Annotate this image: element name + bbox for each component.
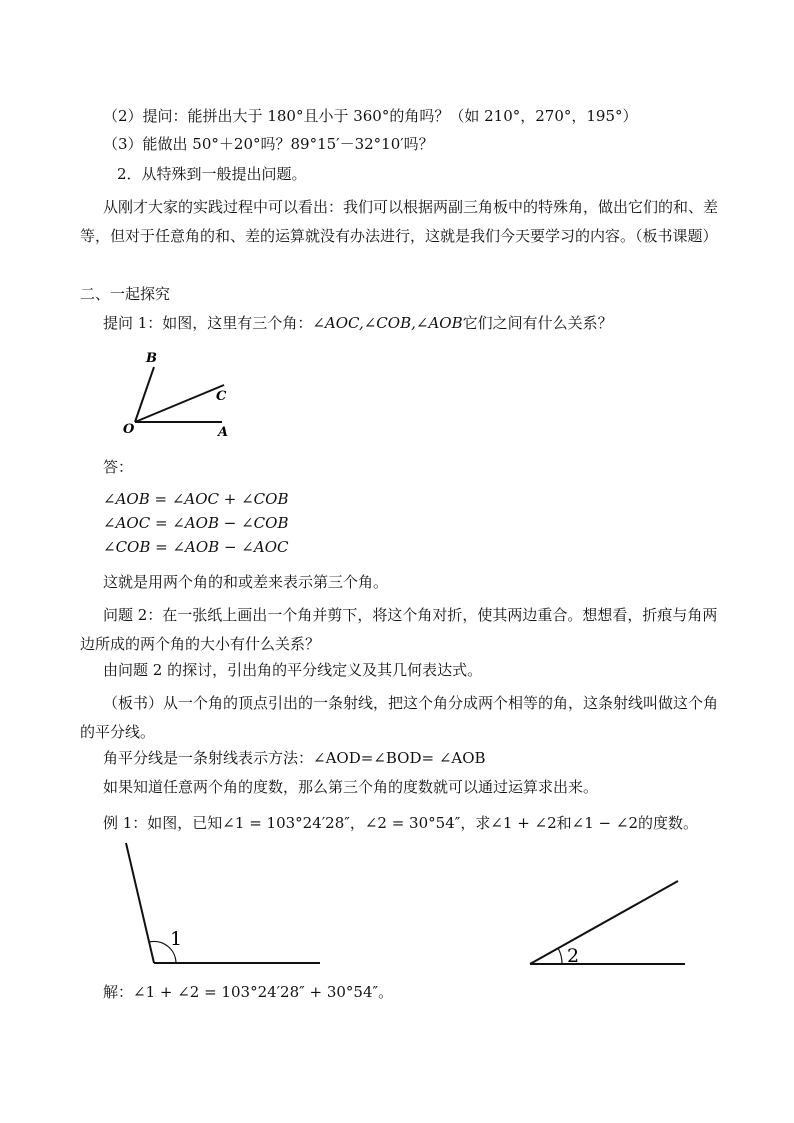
equation-cob: ∠COB = ∠AOB − ∠AOC [103,538,289,556]
angle-2-arc [558,948,562,964]
angle-figure-1 [110,345,250,445]
paragraph-compute: 如果知道任意两个角的度数，那么第三个角的度数就可以通过运算求出来。 [103,778,599,796]
angle-1-figure [120,838,330,968]
label-c: C [216,389,227,404]
bisector-definition: （板书）从一个角的顶点引出的一条射线，把这个角分成两个相等的角，这条射线叫做这个角的平分线。 [80,694,719,741]
question-2-fold: 问题 2：在一张纸上画出一个角并剪下，将这个角对折，使其两边重合。想想看，折痕与角两边所成的两个角的大小有什么关系？ [80,606,718,653]
answer-label: 答： [103,458,134,476]
angle-2-figure [525,876,690,971]
angle-1-label: 1 [170,928,183,950]
ray-oc [135,385,224,422]
equation-aob: ∠AOB = ∠AOC + ∠COB [103,490,289,508]
equation-aoc: ∠AOC = ∠AOB − ∠COB [103,514,289,532]
angle-1-slant-side [126,843,154,963]
label-b: B [146,351,157,366]
section-2-heading: 2．从特殊到一般提出问题。 [117,165,307,183]
question-1-angles: ∠AOC,∠COB,∠AOB [312,314,463,332]
solution-line: 解：∠1 + ∠2 = 103°24′28″ + 30°54″。 [103,983,394,1001]
paragraph-practice: 从刚才大家的实践过程中可以看出：我们可以根据两副三角板中的特殊角，做出它们的和、差等，但对于任意角的和、差的运算就没有办法进行，这就是我们今天要学习的内容。（板书课题） [80,198,719,245]
bisector-notation: 角平分线是一条射线表示方法：∠AOD=∠BOD= ∠AOB [103,749,486,767]
label-a: A [218,425,229,440]
angle-2-slant-side [530,881,678,964]
ray-ob [135,367,154,422]
section-heading-explore: 二、一起探究 [80,285,171,303]
angle-2-label: 2 [567,945,580,967]
question-2: （2）提问：能拼出大于 180°且小于 360°的角吗？（如 210°，270°，195°） [103,107,638,125]
question-3: （3）能做出 50°＋20°吗？89°15′－32°10′吗？ [103,135,434,153]
question-1-prefix: 提问 1：如图，这里有三个角： [103,314,313,332]
label-o: O [123,422,135,437]
question-1-suffix: 它们之间有什么关系？ [462,314,613,332]
question-1 [103,313,613,333]
example-1: 例 1：如图，已知∠1 = 103°24′28″，∠2 = 30°54″，求∠1 + ∠2和∠1 − ∠2的度数。 [103,814,698,832]
paragraph-sum-difference: 这就是用两个角的和或差来表示第三个角。 [103,573,389,591]
paragraph-bisector-intro: 由问题 2 的探讨，引出角的平分线定义及其几何表达式。 [103,661,483,679]
